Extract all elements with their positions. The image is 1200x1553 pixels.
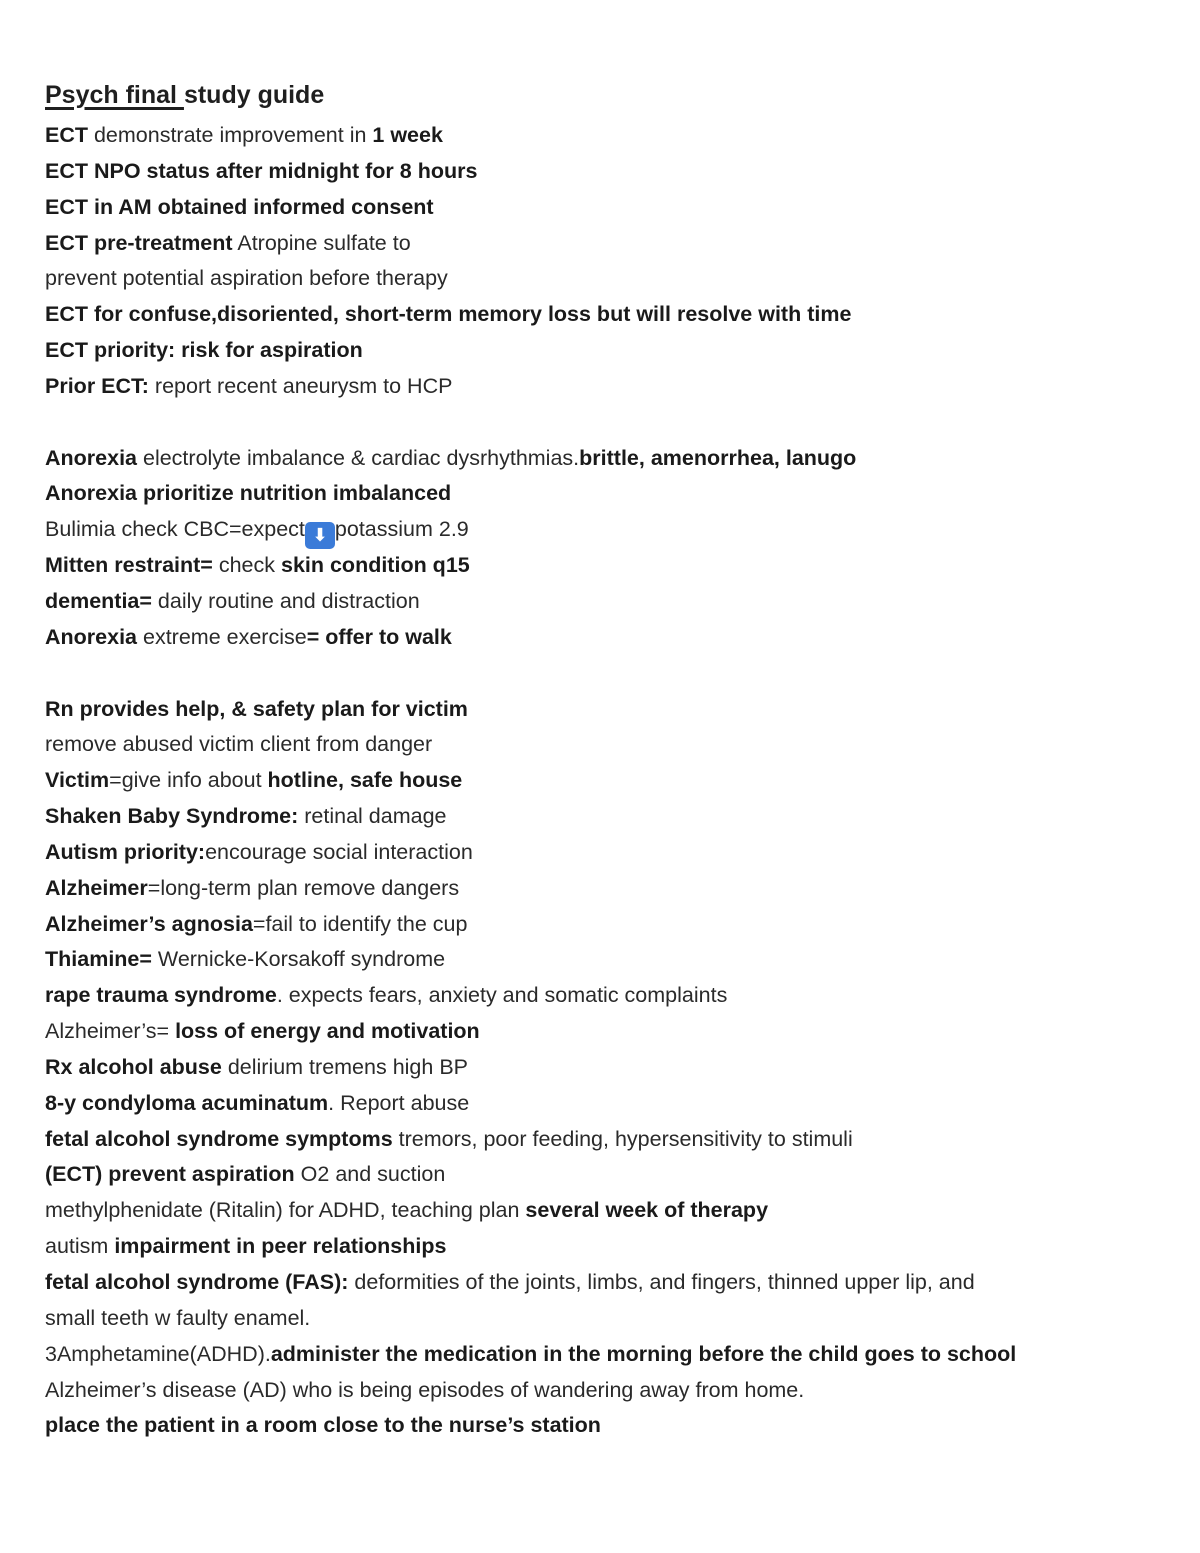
bold-text: Rx alcohol abuse: [45, 1054, 222, 1079]
study-line: [45, 226, 1175, 262]
blank-line: [45, 656, 1175, 692]
text: potassium 2.9: [334, 517, 469, 542]
bold-text: Victim: [45, 768, 110, 793]
text: . Report abuse: [328, 1090, 470, 1115]
study-line: [45, 333, 1175, 369]
bold-text: fetal alcohol syndrome symptoms: [45, 1126, 393, 1151]
study-line: [45, 620, 1175, 656]
bold-text: Rn provides help, & safety plan for victim: [45, 696, 468, 721]
bold-text: impairment in peer relationships: [114, 1234, 447, 1259]
text: report recent aneurysm to HCP: [148, 373, 453, 398]
study-line: [45, 297, 1175, 333]
study-line: [45, 1050, 1175, 1086]
text: =give info about: [109, 768, 268, 793]
study-line: [45, 1265, 1175, 1301]
study-line: [45, 1193, 1175, 1229]
blank-line: [45, 405, 1175, 441]
study-line: [45, 907, 1175, 943]
study-line: [45, 727, 1175, 763]
text: =long-term plan remove dangers: [147, 875, 460, 900]
study-line: [45, 763, 1175, 799]
bold-text: ECT: [45, 123, 88, 147]
text: Alzheimer’s disease (AD) who is being episodes of wandering away from home.: [45, 1377, 805, 1402]
bold-text: (ECT) prevent aspiration: [45, 1162, 295, 1187]
text: 3Amphetamine(ADHD).: [45, 1341, 271, 1366]
study-line: [45, 1157, 1175, 1193]
text: prevent potential aspiration before therapy: [45, 266, 448, 291]
text: O2 and suction: [294, 1162, 446, 1187]
study-line: [45, 476, 1175, 512]
study-line: [45, 978, 1175, 1014]
text: demonstrate improvement in: [88, 123, 373, 147]
study-line: [45, 799, 1175, 835]
study-line: [45, 1373, 1175, 1409]
bold-text: Autism priority:: [45, 839, 206, 864]
bold-text: Mitten restraint=: [45, 553, 213, 578]
bold-text: ECT NPO status after midnight for 8 hours: [45, 158, 478, 183]
text: remove abused victim client from danger: [45, 732, 433, 757]
study-line: [45, 369, 1175, 405]
text: autism: [45, 1234, 115, 1259]
bold-text: several week of therapy: [525, 1198, 769, 1223]
bold-text: place the patient in a room close to the nurse’s station: [45, 1413, 601, 1438]
study-line: [45, 1122, 1175, 1158]
text: check: [212, 553, 281, 578]
text: =fail to identify the cup: [252, 911, 468, 936]
bold-text: Anorexia: [45, 624, 138, 649]
bold-text: fetal alcohol syndrome (FAS):: [45, 1270, 349, 1294]
text: encourage social interaction: [205, 839, 473, 864]
text: methylphenidate (Ritalin) for ADHD, teaching plan: [45, 1198, 526, 1223]
study-line: [45, 441, 1175, 477]
bold-text: Anorexia: [45, 445, 138, 470]
text: tremors, poor feeding, hypersensitivity to stimuli: [392, 1126, 853, 1151]
bold-text: Thiamine=: [45, 947, 152, 972]
bold-text: Shaken Baby Syndrome:: [45, 804, 299, 829]
bold-text: hotline, safe house: [267, 768, 463, 793]
bold-text: Alzheimer: [45, 875, 148, 900]
bold-text: ECT pre-treatment: [45, 230, 233, 255]
bold-text: 1 week: [372, 123, 443, 147]
study-line: [45, 190, 1175, 226]
study-line: [45, 1337, 1175, 1373]
study-line: [45, 512, 1175, 548]
study-line: [45, 871, 1175, 907]
text: daily routine and distraction: [151, 588, 420, 613]
text: deformities of the joints, limbs, and fingers, thinned upper lip, and: [348, 1270, 975, 1294]
study-line: [45, 835, 1175, 871]
text: Alzheimer’s=: [45, 1019, 176, 1044]
bold-text: administer the medication in the morning before the child goes to school: [270, 1341, 1017, 1366]
study-line: [45, 584, 1175, 620]
bold-text: dementia=: [45, 588, 152, 613]
text: Bulimia check CBC=expect: [45, 517, 305, 542]
bold-text: = offer to walk: [306, 624, 452, 649]
study-line: [45, 118, 1175, 154]
study-line: [45, 692, 1175, 728]
bold-text: skin condition q15: [280, 553, 470, 578]
bold-text: Anorexia prioritize nutrition imbalanced: [45, 481, 452, 506]
study-line: [45, 1408, 1175, 1444]
title-underlined-part: Psych final: [45, 81, 184, 109]
bold-text: ECT for confuse,disoriented, short-term memory loss but will resolve with time: [45, 302, 852, 327]
bold-text: 8-y condyloma acuminatum: [45, 1090, 329, 1115]
study-line: [45, 942, 1175, 978]
text: electrolyte imbalance & cardiac dysrhythmias.: [137, 445, 580, 470]
study-guide-lines: [45, 118, 1175, 1444]
study-line: [45, 548, 1175, 584]
down-arrow-icon: ⬇: [305, 522, 335, 549]
study-line: [45, 1301, 1175, 1337]
study-line: [45, 154, 1175, 190]
text: Wernicke-Korsakoff syndrome: [151, 947, 446, 972]
study-line: [45, 1229, 1175, 1265]
bold-text: brittle, amenorrhea, lanugo: [579, 445, 857, 470]
page-title: [45, 78, 324, 112]
text: retinal damage: [298, 804, 447, 829]
bold-text: Alzheimer’s agnosia: [45, 911, 253, 936]
title-rest: study guide: [183, 81, 325, 109]
bold-text: loss of energy and motivation: [175, 1019, 480, 1044]
bold-text: ECT priority: risk for aspiration: [45, 338, 363, 363]
text: delirium tremens high BP: [221, 1054, 469, 1079]
study-line: [45, 261, 1175, 297]
text: Atropine sulfate to: [232, 230, 411, 255]
text: . expects fears, anxiety and somatic complaints: [276, 983, 728, 1008]
study-line: [45, 1086, 1175, 1122]
text: extreme exercise: [137, 624, 307, 649]
bold-text: rape trauma syndrome: [45, 983, 277, 1008]
study-line: [45, 1014, 1175, 1050]
bold-text: Prior ECT:: [45, 373, 149, 398]
text: small teeth w faulty enamel.: [45, 1305, 311, 1330]
bold-text: ECT in AM obtained informed consent: [45, 194, 434, 219]
